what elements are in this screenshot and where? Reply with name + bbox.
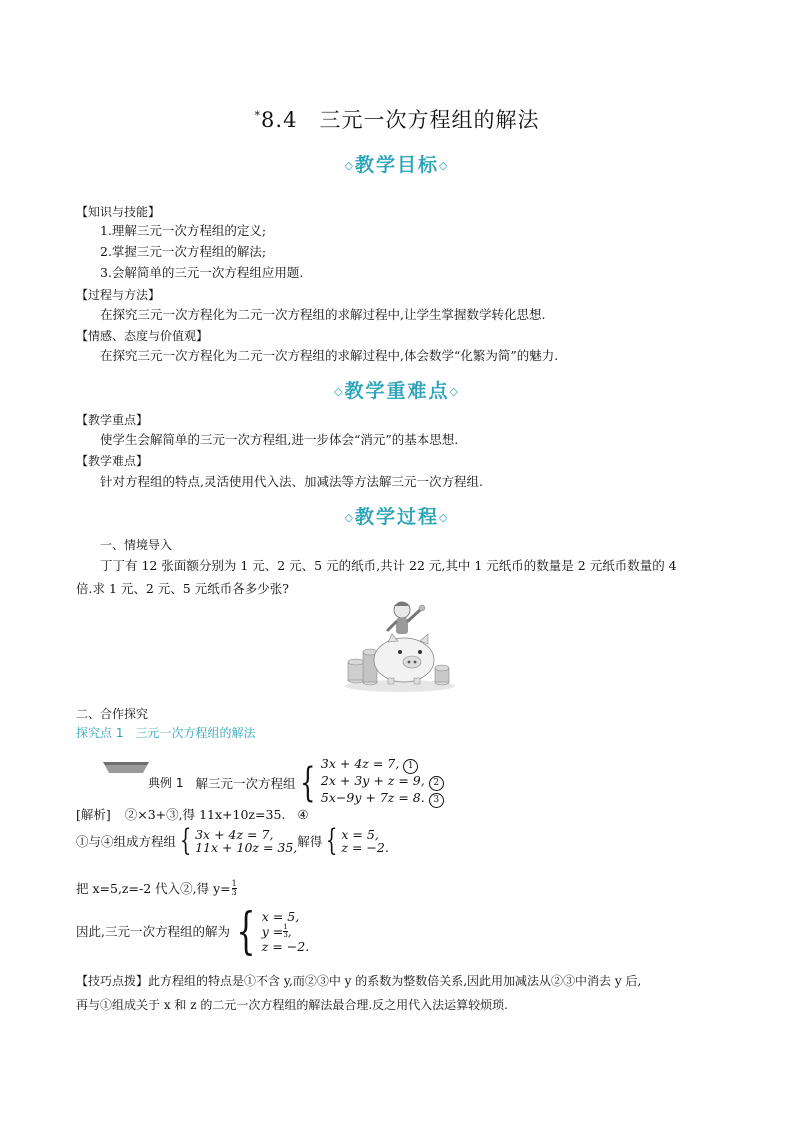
combine-line [76,823,389,858]
method-heading: 【过程与方法】 [76,288,161,302]
knowledge-item: 3.会解简单的三元一次方程组应用题. [100,265,304,280]
tip-line: 再与①组成关于 x 和 z 的二元一次方程组的解法最合理.反之用代入法运算较烦琐. [76,998,508,1012]
fraction-den: 3 [231,887,237,897]
example-text: 解三元一次方程组 [195,775,296,791]
tip-line [76,972,736,989]
diamond-icon: ◇ [439,159,450,172]
focus-text: 使学生会解简单的三元一次方程组,进一步体会“消元”的基本思想. [100,432,459,447]
example-label: 典例 1 [148,776,184,790]
part1-heading: 一、情境导入 [100,538,173,552]
fraction-num: 1 [283,922,288,931]
diamond-icon: ◇ [344,159,355,172]
brace-icon: { [236,902,256,960]
fraction [283,924,287,939]
method-text: 在探究三元一次方程化为二元一次方程组的求解过程中,让学生掌握数学转化思想. [100,307,546,322]
conclusion-eq: x = 5, [261,908,300,924]
analysis-line [76,805,309,823]
circled-number: ④ [297,807,309,822]
conclusion-line [76,902,310,960]
solve-text: 解得 [297,834,323,849]
difficulty-text: 针对方程组的特点,灵活使用代入法、加减法等方法解三元一次方程组. [100,474,483,489]
part1-line: 丁丁有 12 张面额分别为 1 元、2 元、5 元的纸币,共计 22 元,其中 1 元纸币的数量是 2 元纸币数量的 4 [100,558,677,573]
brace-icon: { [300,759,316,806]
fraction [232,880,237,897]
example-1 [148,757,444,808]
knowledge-item: 1.理解三元一次方程组的定义; [100,223,267,238]
diamond-icon: ◇ [439,511,450,524]
diamond-icon: ◇ [449,385,460,398]
fraction-den: 3 [283,930,288,939]
example-equation-system [295,757,443,808]
diamond-icon: ◇ [344,511,355,524]
emotion-text: 在探究三元一次方程化为二元一次方程组的求解过程中,体会数学“化繁为简”的魅力. [100,348,559,363]
diamond-icon: ◇ [334,385,345,398]
analysis-label: [解析] [76,807,111,822]
title-text: 8.4 三元一次方程组的解法 [261,108,540,132]
circled-number: 2 [429,776,444,791]
page-title [0,104,794,134]
focus-heading: 【教学重点】 [76,413,149,427]
conclusion-eq: y = [261,923,284,939]
section-key-points-text: 教学重难点 [344,380,450,402]
difficulty-heading: 【教学难点】 [76,454,149,468]
conclusion-eq: z = −2. [261,938,310,954]
title-star: * [254,109,262,122]
equation-2: 2x + 3y + z = 9, [320,773,425,788]
section-process-text: 教学过程 [354,506,439,528]
fraction-num: 1 [231,878,237,888]
solve-eq: x = 5, [341,827,379,842]
section-goals-text: 教学目标 [354,154,439,176]
part1-line: 倍.求 1 元、2 元、5 元纸币各多少张? [76,581,289,596]
conclusion-equation-system: { x = 5, y = $\frac{1}{3}$ , z = −2. [236,902,310,960]
brace-icon: { [326,823,338,858]
conclusion-text: 因此,三元一次方程组的解为 [76,924,230,939]
knowledge-heading: 【知识与技能】 [76,205,161,219]
solve-equation-system [322,823,389,858]
piggy-bank-illustration [340,596,460,694]
example-tag-icon [103,762,149,773]
brace-icon: { [179,823,192,858]
circled-number: 3 [429,793,444,808]
section-process [0,502,794,529]
section-key-points [0,376,794,403]
substitution-text: 把 x=5,z=-2 代入②,得 y= [76,881,231,896]
emotion-heading: 【情感、态度与价值观】 [76,329,209,343]
circled-number: 1 [403,759,418,774]
analysis-text: ②×3+③,得 11x+10z=35. [124,807,286,822]
combine-eq: 11x + 10z = 35, [195,840,298,855]
explore-point-heading: 探究点 1 三元一次方程组的解法 [76,726,256,740]
knowledge-item: 2.掌握三元一次方程组的解法; [100,244,267,259]
tip-heading: 【技巧点拨】 [76,974,149,988]
substitution-line [76,879,237,897]
combine-equation-system [176,823,298,858]
equation-1: 3x + 4z = 7, [320,756,400,771]
combine-eq: 3x + 4z = 7, [195,827,274,842]
equation-3: 5x−9y + 7z = 8. [320,790,425,805]
combine-text: ①与④组成方程组 [76,834,177,849]
part2-heading: 二、合作探究 [76,707,149,721]
section-goals [0,150,794,177]
tip-text: 此方程组的特点是①不含 y,而②③中 y 的系数为整数倍关系,因此用加减法从②③中消去 y 后, [148,974,642,988]
solve-eq: z = −2. [341,840,389,855]
